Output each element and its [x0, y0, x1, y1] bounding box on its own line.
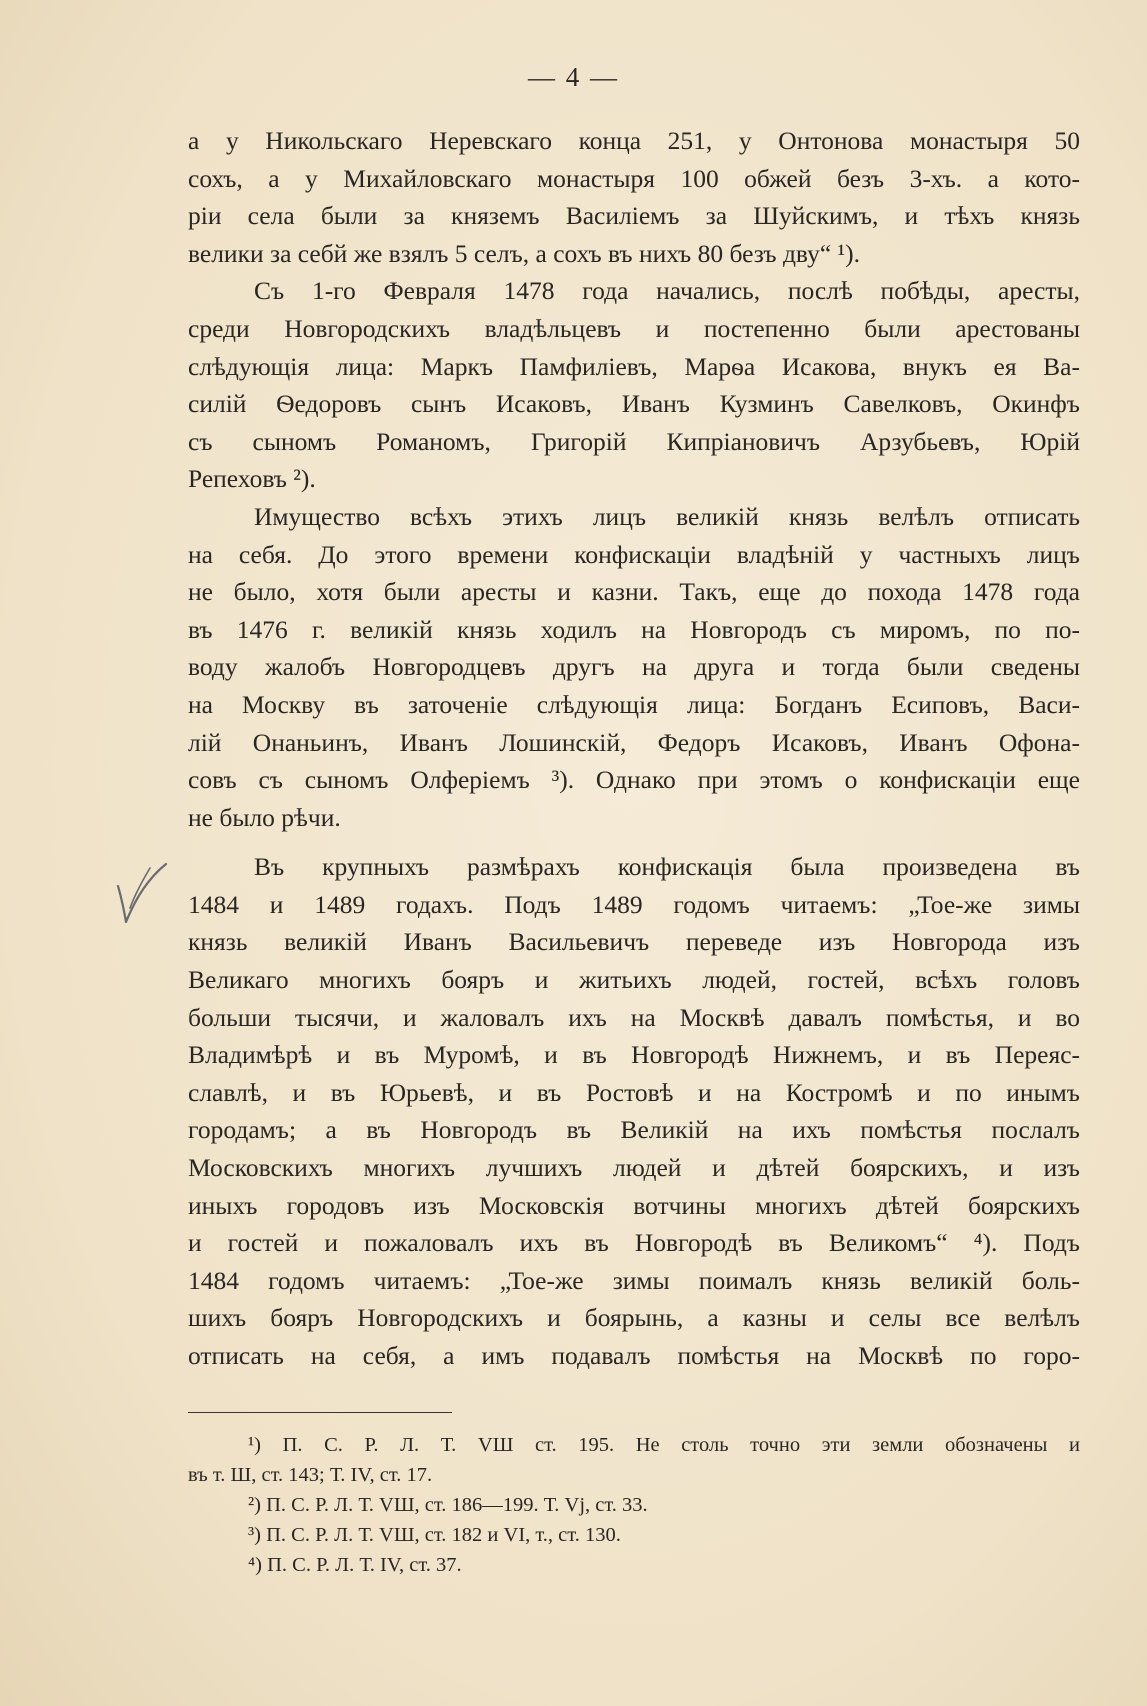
body-line: ріи села были за княземъ Василіемъ за Шуйскимъ, и тѣхъ князь [188, 201, 1080, 231]
body-line: съ сыномъ Романомъ, Григорій Кипріановичъ Арзубьевъ, Юрій [188, 426, 1080, 456]
body-line: Имущество всѣхъ этихъ лицъ великій князь велѣлъ отписать [254, 501, 1080, 531]
body-line: а у Никольскаго Неревскаго конца 251, у Онтонова монастыря 50 [188, 126, 1080, 155]
footnote-4: ⁴) П. С. Р. Л. Т. IV, ст. 37. [248, 1554, 462, 1576]
body-line: совъ съ сыномъ Олферіемъ ³). Однако при этомъ о конфискаціи еще [188, 765, 1080, 795]
body-line: на себя. До этого времени конфискаціи владѣній у частныхъ лицъ [188, 539, 1080, 569]
body-line: 1484 годомъ читаемъ: „Тое-же зимы поималъ князь великій боль- [188, 1265, 1080, 1295]
handwritten-checkmark-icon [112, 858, 172, 930]
page-number: — 4 — [528, 62, 619, 92]
body-line: не было, хотя были аресты и казни. Такъ, еще до похода 1478 года [188, 577, 1080, 607]
paragraph-gap [188, 836, 1080, 848]
body-line: Московскихъ многихъ лучшихъ людей и дѣтей боярскихъ, и изъ [188, 1153, 1080, 1183]
body-line: больши тысячи, и жаловалъ ихъ на Москвѣ давалъ помѣстья, и во [188, 1002, 1080, 1032]
body-line: силій Ѳедоровъ сынъ Исаковъ, Иванъ Кузминъ Савелковъ, Окинфъ [188, 389, 1080, 419]
body-line: сохъ, а у Михайловскаго монастыря 100 обжей безъ 3-хъ. а кото- [188, 163, 1080, 193]
body-line: Съ 1-го Февраля 1478 года начались, послѣ побѣды, аресты, [254, 276, 1080, 306]
footnote-3: ³) П. С. Р. Л. Т. VШ, ст. 182 и VI, т., ст. 130. [248, 1524, 621, 1546]
body-line: Великаго многихъ бояръ и житьихъ людей, гостей, всѣхъ головъ [188, 965, 1080, 995]
body-line: Въ крупныхъ размѣрахъ конфискація была произведена въ [254, 852, 1080, 882]
footnote-separator [188, 1412, 452, 1413]
body-line: воду жалобъ Новгородцевъ другъ на друга и тогда были сведены [188, 652, 1080, 682]
body-line: шихъ бояръ Новгородскихъ и боярынь, а казны и селы все велѣлъ [188, 1303, 1080, 1333]
footnotes [188, 1430, 1080, 1580]
body-line: городамъ; а въ Новгородъ въ Великій на ихъ помѣстья послалъ [188, 1115, 1080, 1145]
body-line: лій Онаньинъ, Иванъ Лошинскій, Федоръ Исаковъ, Иванъ Офона- [188, 727, 1080, 757]
body-line: 1484 и 1489 годахъ. Подъ 1489 годомъ читаемъ: „Тое-же зимы [188, 889, 1080, 919]
body-line: на Москву въ заточеніе слѣдующія лица: Богданъ Есиповъ, Васи- [188, 689, 1080, 719]
body-line: въ 1476 г. великій князь ходилъ на Новгородъ съ миромъ, по по- [188, 614, 1080, 644]
body-text [188, 122, 1080, 1375]
body-line: Репеховъ ²). [188, 464, 316, 494]
body-line: среди Новгородскихъ владѣльцевъ и постепенно были арестованы [188, 313, 1080, 343]
body-line: слѣдующія лица: Маркъ Памфиліевъ, Марѳа Исакова, внукъ ея Ва- [188, 351, 1080, 381]
body-line: не было рѣчи. [188, 802, 341, 832]
footnote-2: ²) П. С. Р. Л. Т. VШ, ст. 186—199. Т. Vj, ст. 33. [248, 1494, 648, 1516]
body-line: и гостей и пожаловалъ ихъ въ Новгородѣ въ Великомъ“ ⁴). Подъ [188, 1228, 1080, 1258]
footnote-1-continued: въ т. Ш, ст. 143; Т. IV, ст. 17. [188, 1464, 433, 1486]
body-line: велики за себй же взялъ 5 селъ, а сохъ въ нихъ 80 безъ дву“ ¹). [188, 238, 861, 268]
body-line: славлѣ, и въ Юрьевѣ, и въ Ростовѣ и на Костромѣ и по инымъ [188, 1077, 1080, 1107]
body-line: князь великій Иванъ Васильевичъ переведе изъ Новгорода изъ [188, 927, 1080, 957]
body-line: иныхъ городовъ изъ Московскія вотчины многихъ дѣтей боярскихъ [188, 1190, 1080, 1220]
footnote-1: ¹) П. С. Р. Л. Т. VШ ст. 195. Не столь точно эти земли обозначены и [248, 1434, 1080, 1456]
body-line: Владимѣрѣ и въ Муромѣ, и въ Новгородѣ Нижнемъ, и въ Переяс- [188, 1040, 1080, 1070]
body-line: отписать на себя, а имъ подавалъ помѣстья на Москвѣ по горо- [188, 1341, 1080, 1370]
